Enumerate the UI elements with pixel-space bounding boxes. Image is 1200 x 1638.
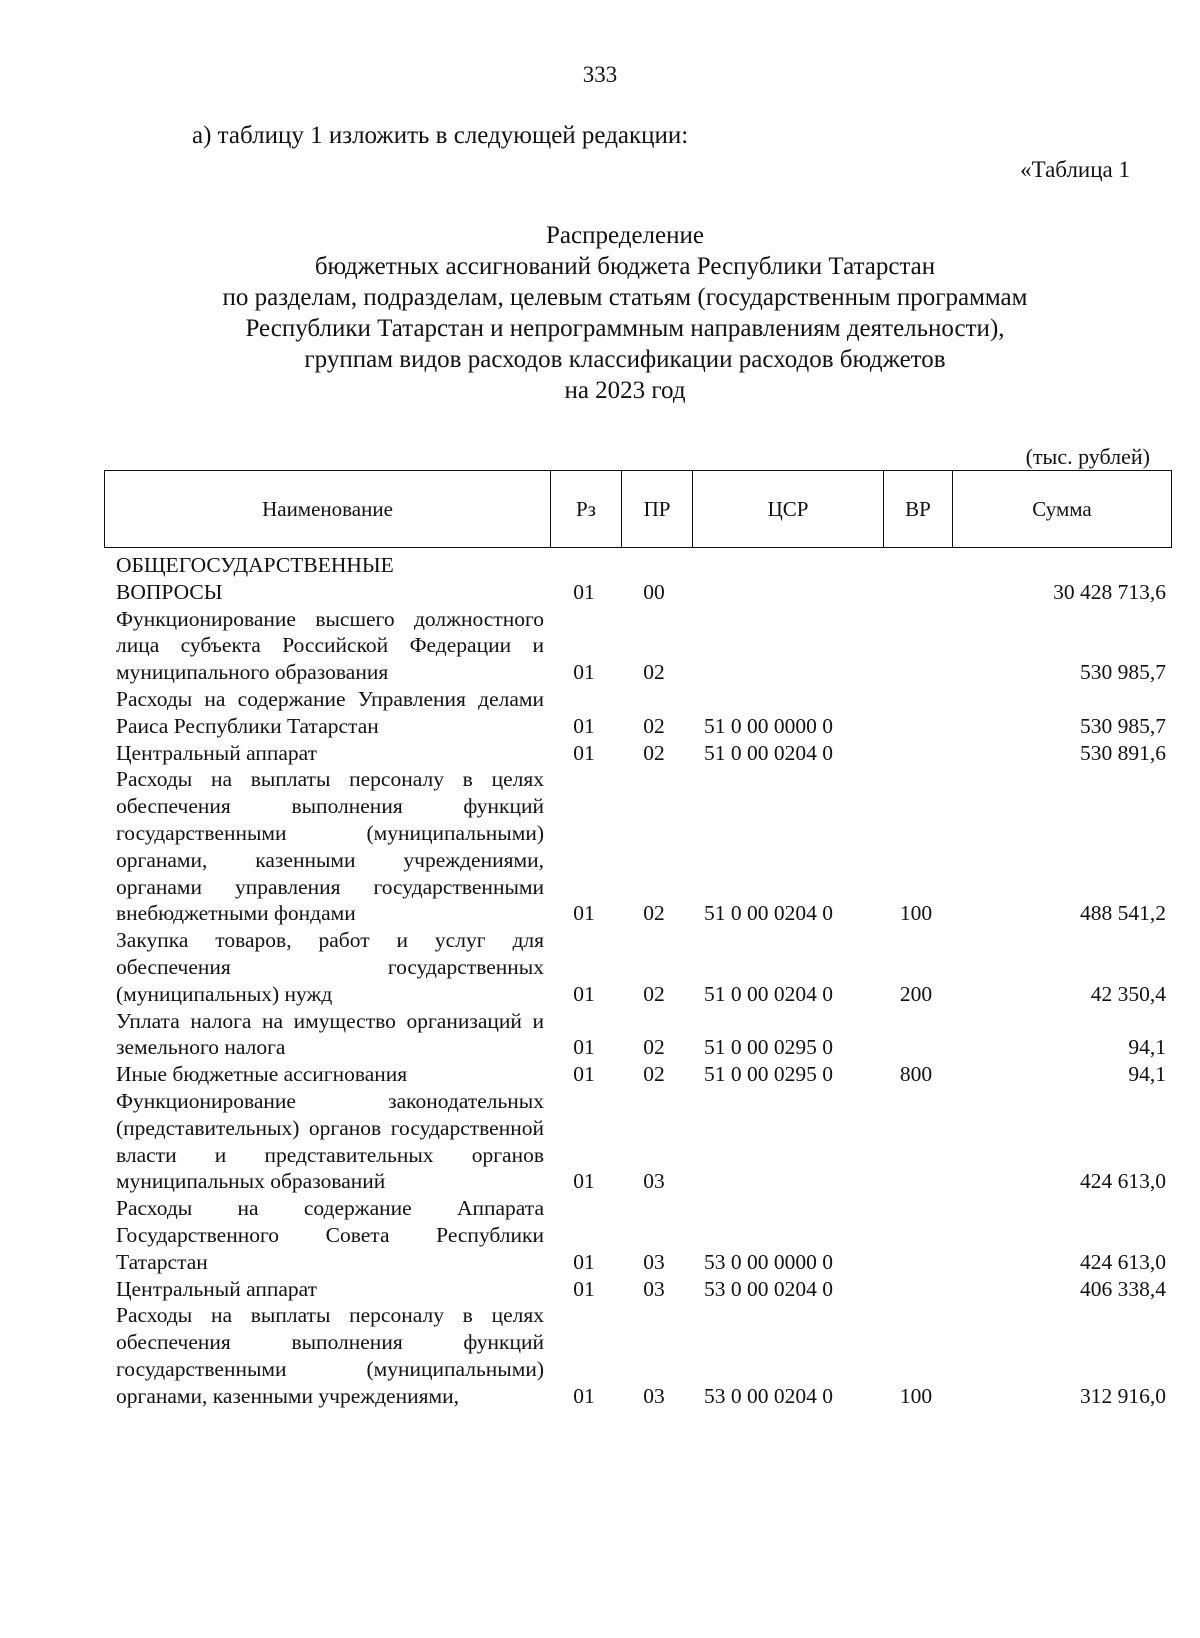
row-name: Функционирование высшего должностного лица субъекта Российской Федерации и муниципального образования	[116, 606, 544, 685]
row-name: Центральный аппарат	[116, 740, 318, 765]
header-csr: ЦСР	[693, 471, 884, 547]
row-sum: 312 916,0	[1080, 1383, 1166, 1408]
intro-text: а) таблицу 1 изложить в следующей редакции:	[192, 122, 689, 149]
table-body	[116, 552, 1166, 1410]
header-pr: ПР	[622, 471, 693, 547]
header-sum: Сумма	[1032, 496, 1092, 521]
table-row	[116, 740, 1166, 767]
row-vr: 100	[899, 901, 933, 926]
row-pr: 02	[643, 1035, 665, 1060]
row-name: Расходы на выплаты персоналу в целях обеспечения выполнения функций государственными (муниципальными) органами, казенными учреждениями, органами управления государственными внебюджетными фондами	[116, 767, 544, 926]
row-sum: 530 985,7	[1080, 713, 1166, 738]
row-sum: 42 350,4	[1090, 981, 1166, 1006]
row-csr: 53 0 00 0204 0	[704, 1383, 833, 1408]
document-title	[0, 220, 1200, 406]
table-row	[116, 927, 1166, 1007]
row-csr: 51 0 00 0295 0	[704, 1062, 833, 1087]
row-sum: 424 613,0	[1080, 1249, 1166, 1274]
row-rz: 01	[573, 579, 595, 604]
row-csr: 51 0 00 0000 0	[704, 713, 833, 738]
row-sum: 94,1	[1128, 1035, 1166, 1060]
title-line: Распределение	[546, 222, 704, 249]
row-rz: 01	[573, 1249, 595, 1274]
title-line: на 2023 год	[564, 377, 686, 404]
row-pr: 02	[643, 981, 665, 1006]
table-header	[104, 470, 1172, 548]
row-csr: 51 0 00 0204 0	[704, 740, 833, 765]
row-sum: 530 891,6	[1080, 740, 1166, 765]
row-rz: 01	[573, 901, 595, 926]
row-pr: 00	[643, 579, 665, 604]
table-row	[116, 606, 1166, 686]
row-name: Расходы на содержание Управления делами Раиса Республики Татарстан	[116, 686, 544, 738]
row-name: ОБЩЕГОСУДАРСТВЕННЫЕ ВОПРОСЫ	[116, 553, 394, 604]
page-number: 333	[582, 62, 618, 87]
row-pr: 03	[643, 1249, 665, 1274]
row-pr: 03	[643, 1276, 665, 1301]
table-row	[116, 1088, 1166, 1195]
row-name: Центральный аппарат	[116, 1276, 318, 1301]
row-sum: 94,1	[1128, 1062, 1166, 1087]
table-row	[116, 552, 1166, 606]
header-name: Наименование	[105, 471, 551, 547]
row-pr: 03	[643, 1169, 665, 1194]
table-row	[116, 766, 1166, 927]
row-pr: 02	[643, 713, 665, 738]
row-pr: 02	[643, 740, 665, 765]
row-name: Уплата налога на имущество организаций и земельного налога	[116, 1008, 544, 1060]
title-line: по разделам, подразделам, целевым статьям (государственным программам	[222, 284, 1028, 311]
title-line: бюджетных ассигнований бюджета Республики Татарстан	[314, 253, 936, 280]
header-rz: Рз	[551, 471, 622, 547]
title-line: Республики Татарстан и непрограммным направлениям деятельности),	[245, 315, 1005, 342]
row-name: Функционирование законодательных (представительных) органов государственной власти и представительных органов муниципальных образований	[116, 1088, 544, 1194]
row-pr: 02	[643, 660, 665, 685]
row-rz: 01	[573, 1169, 595, 1194]
row-csr: 53 0 00 0000 0	[704, 1249, 833, 1274]
table-row	[116, 686, 1166, 740]
row-rz: 01	[573, 660, 595, 685]
row-vr: 800	[899, 1062, 933, 1087]
table-row	[116, 1061, 1166, 1088]
row-rz: 01	[573, 1276, 595, 1301]
row-pr: 02	[643, 1062, 665, 1087]
row-pr: 02	[643, 901, 665, 926]
table-row	[116, 1195, 1166, 1275]
row-sum: 488 541,2	[1080, 901, 1166, 926]
row-sum: 406 338,4	[1080, 1276, 1166, 1301]
row-csr: 51 0 00 0295 0	[704, 1035, 833, 1060]
title-line: группам видов расходов классификации расходов бюджетов	[304, 346, 946, 373]
row-sum: 424 613,0	[1080, 1169, 1166, 1194]
table-label: «Таблица 1	[1020, 157, 1130, 182]
row-rz: 01	[573, 981, 595, 1006]
row-vr: 200	[899, 981, 933, 1006]
row-rz: 01	[573, 1062, 595, 1087]
header-vr: ВР	[884, 471, 953, 547]
row-csr: 51 0 00 0204 0	[704, 901, 833, 926]
table-row	[116, 1008, 1166, 1062]
row-rz: 01	[573, 713, 595, 738]
row-name: Закупка товаров, работ и услуг для обеспечения государственных (муниципальных) нужд	[116, 928, 544, 1006]
row-csr: 53 0 00 0204 0	[704, 1276, 833, 1301]
row-name: Расходы на выплаты персоналу в целях обеспечения выполнения функций государственными (муниципальными) органами, казенными учреждениями,	[116, 1303, 544, 1408]
row-sum: 530 985,7	[1080, 660, 1166, 685]
row-sum: 30 428 713,6	[1053, 579, 1166, 604]
units-label: (тыс. рублей)	[1025, 444, 1150, 469]
table-row	[116, 1302, 1166, 1409]
row-rz: 01	[573, 1035, 595, 1060]
row-pr: 03	[643, 1383, 665, 1408]
row-csr: 51 0 00 0204 0	[704, 981, 833, 1006]
row-name: Расходы на содержание Аппарата Государственного Совета Республики Татарстан	[116, 1196, 544, 1274]
row-rz: 01	[573, 740, 595, 765]
row-vr: 100	[899, 1383, 933, 1408]
table-row	[116, 1276, 1166, 1303]
row-rz: 01	[573, 1383, 595, 1408]
row-name: Иные бюджетные ассигнования	[116, 1062, 408, 1087]
